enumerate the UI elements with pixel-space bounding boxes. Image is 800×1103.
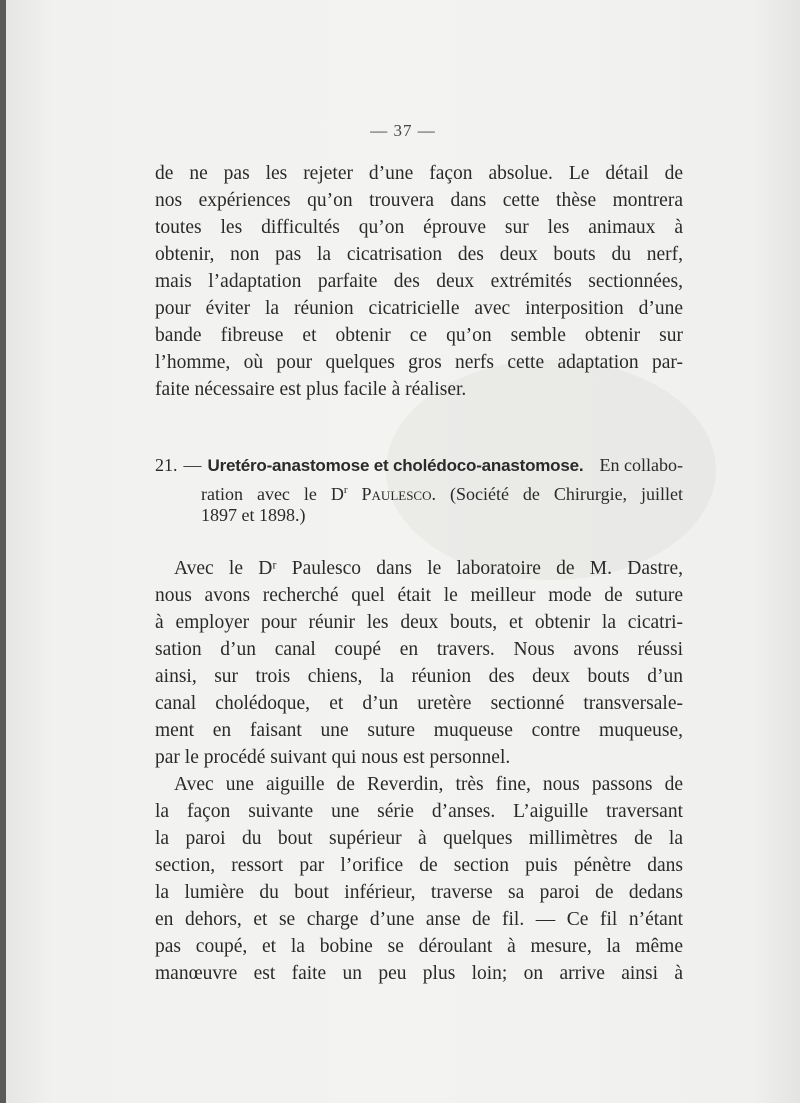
paragraph-line: pas coupé, et la bobine se déroulant à mesure, la même (155, 936, 683, 957)
entry-source: (Société de Chirurgie, juillet (449, 484, 684, 504)
paragraph-line: pour éviter la réunion cicatricielle avec interposition d’une (155, 298, 683, 319)
paragraph-line: faite nécessaire est plus facile à réaliser. (155, 379, 467, 400)
paragraph-line: nous avons recherché quel était le meilleur mode de suture (155, 585, 683, 606)
paragraph-line: l’homme, où pour quelques gros nerfs cette adaptation par- (155, 352, 683, 373)
entry-collab-prefix: ration avec le D (201, 484, 344, 504)
paragraph-line: la paroi du bout supérieur à quelques millimètres de la (155, 828, 683, 849)
entry-collab-sup: r (343, 484, 348, 496)
paragraph-line: la façon suivante une série d’anses. L’aiguille traversant (155, 801, 683, 822)
entry-dash: — (183, 455, 202, 475)
paragraph-line: canal cholédoque, et d’un uretère sectionné transversale- (155, 693, 683, 714)
paragraph-line: nos expériences qu’on trouvera dans cette thèse montrera (155, 190, 683, 211)
entry-number: 21. (155, 455, 178, 475)
paragraph-line: section, ressort par l’orifice de section puis pénètre dans (155, 855, 683, 876)
entry-citation-line (201, 478, 683, 503)
paragraph-line: Avec le Dʳ Paulesco dans le laboratoire de M. Dastre, (174, 558, 683, 579)
paragraph-line: sation d’un canal coupé en travers. Nous avons réussi (155, 639, 683, 660)
paragraph-line: ment en faisant une suture muqueuse contre muqueuse, (155, 720, 683, 741)
paragraph-line: à employer pour réunir les deux bouts, et obtenir la cicatri- (155, 612, 683, 633)
paragraph-line: en dehors, et se charge d’une anse de fil. — Ce fil n’étant (155, 909, 683, 930)
paragraph-line: bande fibreuse et obtenir ce qu’on semble obtenir sur (155, 325, 683, 346)
paragraph-line: ainsi, sur trois chiens, la réunion des deux bouts d’un (155, 666, 683, 687)
entry-author: Paulesco. (361, 484, 436, 504)
paragraph-line: par le procédé suivant qui nous est personnel. (155, 747, 511, 768)
paragraph-line: la lumière du bout inférieur, traverse sa paroi de dedans (155, 882, 683, 903)
page-number: — 37 — (370, 121, 436, 140)
entry-title: Uretéro-anastomose et cholédoco-anastomose. (207, 456, 584, 475)
paragraph-line: obtenir, non pas la cicatrisation des deux bouts du nerf, (155, 244, 683, 265)
paragraph-line: mais l’adaptation parfaite des deux extrémités sectionnées, (155, 271, 683, 292)
paragraph-line: toutes les difficultés qu’on éprouve sur les animaux à (155, 217, 683, 238)
book-page (6, 0, 800, 1103)
entry-heading-line (155, 453, 683, 478)
paragraph-line: Avec une aiguille de Reverdin, très fine, nous passons de (174, 774, 683, 795)
entry-dates: 1897 et 1898.) (201, 505, 306, 525)
paragraph-line: de ne pas les rejeter d’une façon absolue. Le détail de (155, 163, 683, 184)
paragraph-line: manœuvre est faite un peu plus loin; on arrive ainsi à (155, 963, 683, 984)
entry-collab-text: En collabo- (599, 455, 683, 475)
